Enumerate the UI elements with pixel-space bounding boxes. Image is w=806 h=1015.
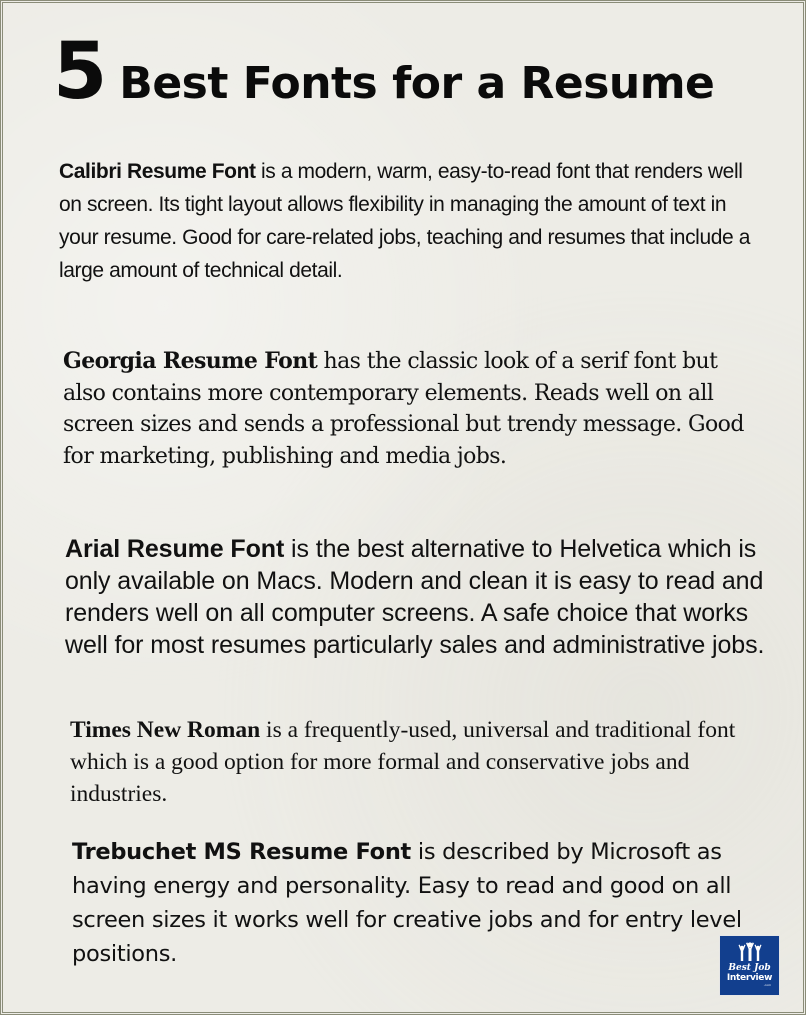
section-georgia — [63, 346, 763, 472]
font-name-trebuchet: Trebuchet MS Resume Font — [72, 839, 412, 865]
logo-text-interview: Interview — [726, 973, 773, 983]
section-trebuchet — [72, 835, 752, 971]
logo-text-best-job: Best Job — [728, 963, 771, 973]
best-job-interview-logo — [719, 935, 780, 996]
font-description-georgia: has the classic look of a serif font but also contains more contemporary elements. Reads well on all screen sizes and sends a professional but trendy message. Good for marketing, publishing and media jobs. — [63, 349, 744, 469]
font-name-times-new-roman: Times New Roman — [70, 717, 261, 743]
section-calibri — [59, 155, 759, 287]
font-description-times-new-roman: is a frequently-used, universal and traditional font which is a good option for more formal and conservative jobs and industries. — [70, 717, 736, 807]
font-name-calibri: Calibri Resume Font — [59, 160, 256, 183]
font-description-calibri: is a modern, warm, easy-to-read font that renders well on screen. Its tight layout allows flexibility in managing the amount of text in your resume. Good for care-related jobs, teaching and resumes that include a large amount of technical detail. — [59, 160, 750, 282]
title-text: Best Fonts for a Resume — [119, 58, 715, 109]
people-cheering-icon — [734, 941, 766, 963]
font-description-trebuchet: is described by Microsoft as having energy and personality. Easy to read and good on all screen sizes it works well for creative jobs and for entry level positions. — [72, 839, 742, 967]
title-number: 5 — [53, 27, 106, 117]
logo-text-domain: .com — [763, 983, 771, 987]
font-description-arial: is the best alternative to Helvetica which is only available on Macs. Modern and clean it is easy to read and renders well on all computer screens. A safe choice that works well for most resumes particularly sales and administrative jobs. — [65, 535, 765, 659]
section-times-new-roman — [70, 714, 750, 810]
font-name-georgia: Georgia Resume Font — [63, 348, 318, 374]
font-name-arial: Arial Resume Font — [65, 535, 285, 563]
section-arial — [65, 533, 765, 661]
page-title — [53, 27, 715, 117]
